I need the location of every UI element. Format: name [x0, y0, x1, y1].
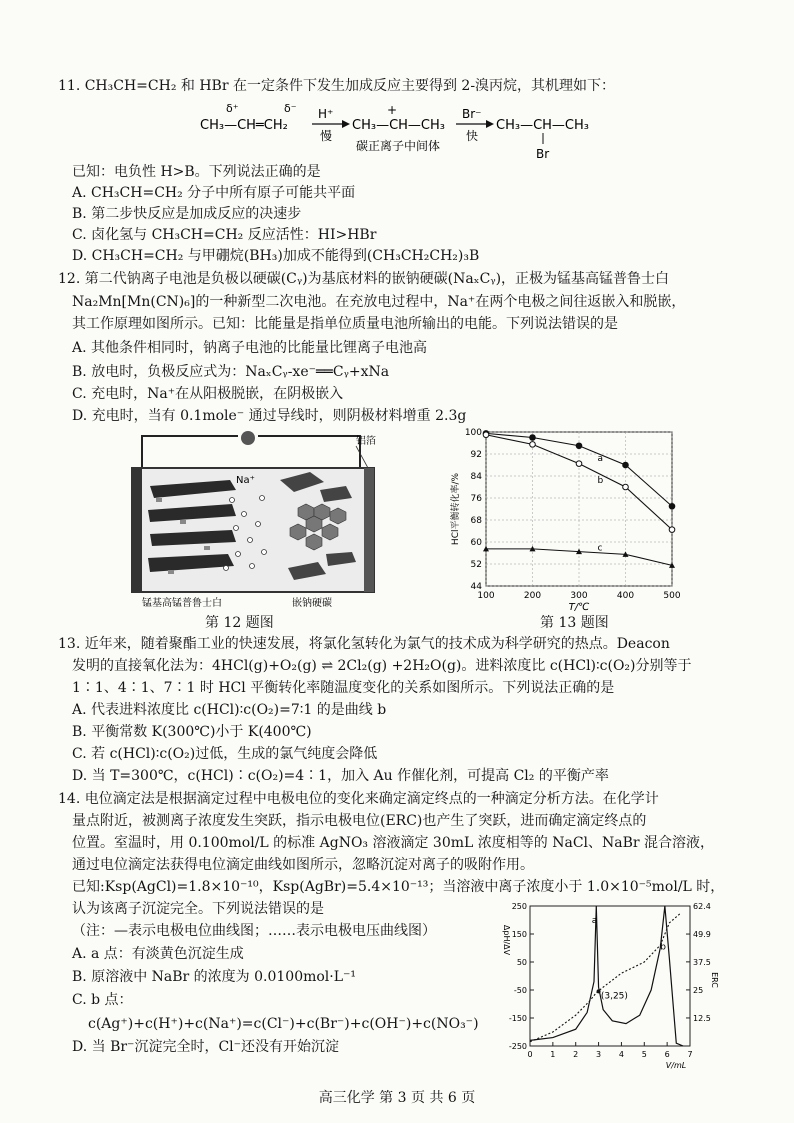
x-tick-label: 500	[663, 591, 680, 601]
hplus-label: H⁺	[318, 107, 334, 121]
data-point-b	[530, 442, 536, 448]
plot-frame	[530, 906, 690, 1046]
q14-line-2: 量点附近，被测离子浓度发生突跃，指示电极电位(ERC)也产生了突跃，进而确定滴定终点的	[72, 813, 647, 829]
titration-chart	[494, 900, 722, 1074]
fig13-caption: 第 13 题图	[540, 615, 609, 631]
q13-option-b: B. 平衡常数 K(300℃)小于 K(400℃)	[72, 724, 312, 740]
q14-option-b: B. 原溶液中 NaBr 的浓度为 0.0100mol·L⁻¹	[72, 969, 357, 985]
y-tick-label: 150	[511, 930, 527, 939]
y-tick-label: 250	[511, 902, 527, 911]
x-tick-label: 400	[616, 591, 635, 601]
annotation: (3,25)	[600, 991, 628, 1002]
y2-tick-label: 49.9	[693, 930, 711, 940]
voltage-curve	[530, 913, 681, 1042]
q12-line-3: 其工作原理如图所示。已知：比能量是指单位质量电池所输出的电能。下列说法错误的是	[72, 316, 618, 332]
q12-option-d: D. 充电时，当有 0.1mole⁻ 通过导线时，则阴极材料增重 2.3g	[72, 408, 467, 424]
fast-label: 快	[466, 129, 479, 143]
q14-note: （注：—表示电极电位曲线图；……表示电极电压曲线图）	[72, 923, 436, 939]
y2-tick-label: 12.5	[693, 1013, 711, 1023]
q14-option-c-equation: c(Ag⁺)+c(H⁺)+c(Na⁺)=c(Cl⁻)+c(Br⁻)+c(OH⁻)+c(NO₃⁻)	[88, 1016, 479, 1032]
series-label-b: b	[597, 476, 604, 486]
slow-label: 慢	[320, 129, 333, 143]
left-electrode-label: 锰基高锰普鲁士白	[142, 598, 222, 608]
data-point-a	[623, 462, 629, 468]
q14-option-d: D. 当 Br⁻沉淀完全时，Cl⁻还没有开始沉淀	[72, 1039, 340, 1055]
x-tick-label: 4	[618, 1050, 624, 1059]
y-axis-label: ΔpH/ΔV	[502, 924, 511, 956]
q14-option-c: C. b 点：	[72, 992, 133, 1008]
y-tick-label: 60	[470, 538, 482, 548]
q13-option-c: C. 若 c(HCl)∶c(O₂)过低，生成的氯气纯度会降低	[72, 746, 378, 762]
q12-line-1: 12. 第二代钠离子电池是负极以硬碳(Cᵧ)为基底材料的嵌钠硬碳(NaₓCᵧ)，正极为锰基高锰普鲁士白	[58, 271, 670, 287]
x-tick-label: 5	[641, 1050, 647, 1059]
x-axis-label: V/mL	[665, 1061, 687, 1070]
q14-line-5: 已知:Ksp(AgCl)=1.8×10⁻¹⁰，Ksp(AgBr)=5.4×10⁻¹³；当溶液中离子浓度小于 1.0×10⁻⁵mol/L 时，	[72, 879, 725, 895]
data-point-b	[623, 484, 629, 490]
reactant-formula: CH₃—CH═CH₂	[200, 118, 288, 133]
q12-option-b: B. 放电时，负极反应式为：NaₓCᵧ-xe⁻══Cᵧ+xNa	[72, 364, 390, 380]
page-footer: 高三化学 第 3 页 共 6 页	[318, 1090, 476, 1106]
y-tick-label: 44	[470, 582, 482, 592]
q11-option-d: D. CH₃CH=CH₂ 与甲硼烷(BH₃)加成不能得到(CH₃CH₂CH₂)₃B	[72, 248, 480, 264]
y-tick-label: -250	[508, 1042, 527, 1051]
data-point-a	[669, 503, 675, 509]
series-label-c: c	[597, 543, 603, 554]
x-tick-label: 300	[570, 591, 588, 601]
q14-line-1: 14. 电位滴定法是根据滴定过程中电极电位的变化来确定滴定终点的一种滴定分析方法。在化学计	[58, 791, 659, 807]
delta-plus: δ⁺	[226, 102, 239, 115]
product-formula: CH₃—CH—CH₃	[496, 118, 589, 133]
q13-line-1: 13. 近年来，随着聚酯工业的快速发展，将氯化氢转化为氯气的技术成为科学研究的热点。Deacon	[58, 636, 670, 652]
q14-option-a: A. a 点：有淡黄色沉淀生成	[72, 946, 244, 962]
y-axis-label: HCl平衡转化率/%	[451, 472, 461, 546]
x-tick-label: 7	[687, 1050, 693, 1059]
foil-label: 铝箔	[356, 436, 376, 447]
y-tick-label: 50	[516, 958, 527, 967]
y2-tick-label: 25	[693, 985, 704, 995]
x-tick-label: 6	[664, 1050, 670, 1059]
y-tick-label: 76	[470, 494, 482, 504]
y2-axis-label: ERC	[710, 972, 719, 988]
data-point-b	[483, 432, 489, 438]
q11-option-c: C. 卤化氢与 CH₃CH=CH₂ 反应活性：HI>HBr	[72, 227, 377, 243]
q11-option-a: A. CH₃CH=CH₂ 分子中所有原子可能共平面	[72, 185, 356, 201]
y-tick-label: 84	[470, 472, 482, 482]
product-br: Br	[536, 147, 550, 161]
x-tick-label: 200	[523, 591, 542, 601]
data-point-a	[576, 443, 582, 449]
data-point-a	[530, 435, 536, 441]
x-axis-label: T/℃	[568, 602, 590, 613]
q11-known: 已知：电负性 H>B。下列说法正确的是	[72, 164, 321, 180]
y2-tick-label: 62.4	[693, 902, 711, 911]
brminus-label: Br⁻	[462, 107, 482, 121]
hcl-chart	[444, 424, 680, 614]
q13-line-3: 1∶1、4∶1、7∶1 时 HCl 平衡转化率随温度变化的关系如图所示。下列说法正确的是	[72, 680, 615, 696]
y-tick-label: 68	[470, 516, 482, 526]
y-tick-label: 100	[464, 428, 482, 438]
delta-minus: δ⁻	[284, 102, 297, 115]
data-point-b	[669, 527, 675, 533]
y2-tick-label: 37.5	[693, 957, 711, 967]
q12-line-2: Na₂Mn[Mn(CN)₆]的一种新型二次电池。在充放电过程中，Na⁺在两个电极之间往返嵌入和脱嵌，	[72, 294, 686, 310]
y-tick-label: 92	[470, 450, 482, 460]
intermediate-formula: CH₃—CH—CH₃	[352, 118, 445, 133]
q14-line-3: 位置。室温时，用 0.100mol/L 的标准 AgNO₃ 溶液滴定 30mL 浓度相等的 NaCl、NaBr 混合溶液，	[72, 835, 715, 851]
series-label-a: a	[597, 454, 604, 464]
x-tick-label: 100	[477, 591, 495, 601]
right-electrode-label: 嵌钠硬碳	[292, 598, 332, 608]
q14-line-4: 通过电位滴定法获得电位滴定曲线如图所示，忽略沉淀对离子的吸附作用。	[72, 857, 534, 873]
x-tick-label: 1	[550, 1050, 556, 1059]
q12-option-c: C. 充电时，Na⁺在从阳极脱嵌，在阴极嵌入	[72, 386, 344, 402]
q11-stem: 11. CH₃CH=CH₂ 和 HBr 在一定条件下发生加成反应主要得到 2-溴丙烷，其机理如下：	[58, 78, 616, 94]
intermediate-label: 碳正离子中间体	[356, 139, 441, 153]
potential-curve	[530, 906, 683, 1046]
q11-mechanism	[190, 100, 650, 160]
x-tick-label: 0	[527, 1050, 533, 1059]
x-tick-label: 3	[596, 1050, 602, 1059]
annotation: a	[591, 915, 598, 926]
y-tick-label: -50	[513, 986, 527, 995]
na-label: Na⁺	[236, 475, 255, 486]
y-tick-label: -150	[508, 1014, 527, 1023]
q13-option-d: D. 当 T=300℃，c(HCl)∶c(O₂)=4∶1，加入 Au 作催化剂，可提高 Cl₂ 的平衡产率	[72, 768, 609, 784]
q14-line-6: 认为该离子沉淀完全。下列说法错误的是	[72, 901, 324, 917]
q11-option-b: B. 第二步快反应是加成反应的决速步	[72, 206, 302, 222]
carbocation-plus: +	[387, 103, 398, 117]
battery-figure	[120, 428, 390, 608]
q12-option-a: A. 其他条件相同时，钠离子电池的比能量比锂离子电池高	[72, 340, 428, 356]
fig12-caption: 第 12 题图	[205, 615, 274, 631]
y-tick-label: 52	[470, 560, 482, 570]
q13-line-2: 发明的直接氧化法为：4HCl(g)+O₂(g) ⇌ 2Cl₂(g) +2H₂O(g)。进料浓度比 c(HCl)∶c(O₂)分别等于	[72, 658, 692, 674]
x-tick-label: 2	[573, 1050, 579, 1059]
annotation: b	[660, 942, 667, 953]
point-3-25	[597, 989, 601, 993]
q13-option-a: A. 代表进料浓度比 c(HCl)∶c(O₂)=7∶1 的是曲线 b	[72, 702, 387, 718]
data-point-b	[576, 461, 582, 467]
